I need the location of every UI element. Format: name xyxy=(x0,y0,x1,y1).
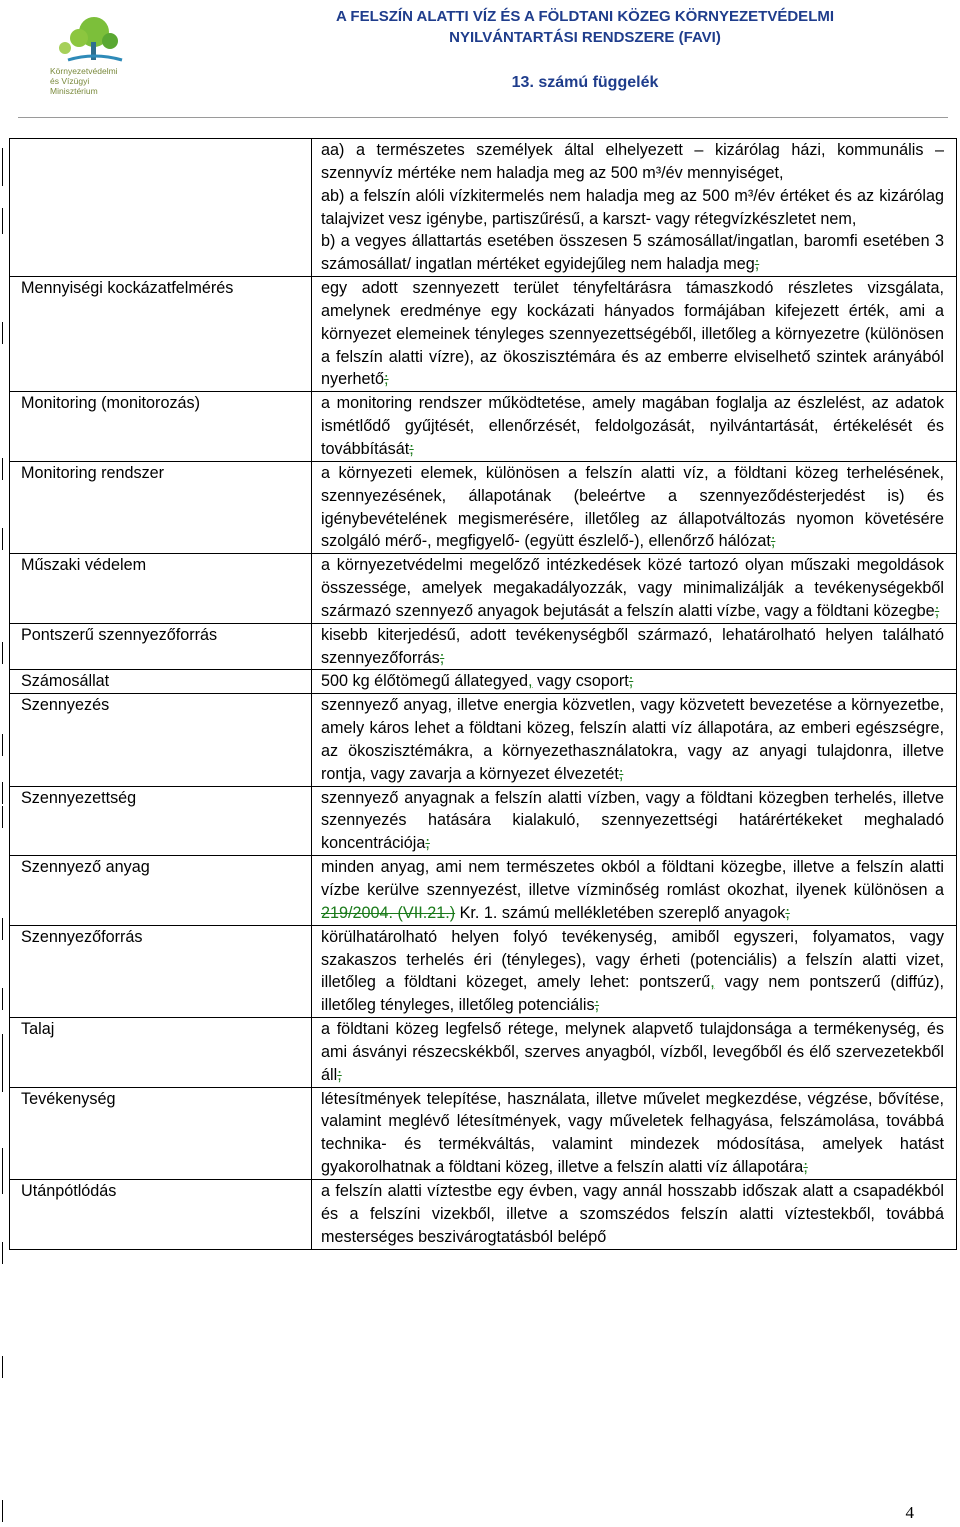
definition-cell: létesítmények telepítése, használata, illetve művelet megkezdése, végzése, bővítése, valamint meglévő létesítmények, vagy műveletek felhagyása, felszámolása, továbbá technika- és termékváltás, valamint mindezek módosítása, amelyek hatást gyakorolhatnak a földtani közeg, illetve a felszín alatti víz állapotára; xyxy=(312,1087,957,1179)
term-cell: Szennyezettség xyxy=(10,786,312,856)
table-row xyxy=(10,554,957,624)
change-bar xyxy=(2,528,3,550)
term-cell xyxy=(10,139,312,277)
term-cell: Szennyező anyag xyxy=(10,856,312,926)
term-cell: Pontszerű szennyezőforrás xyxy=(10,623,312,670)
definition-cell: 500 kg élőtömegű állategyed, vagy csoport; xyxy=(312,670,957,694)
table-row xyxy=(10,1179,957,1249)
change-bar xyxy=(2,1500,3,1522)
definition-cell: a környezeti elemek, különösen a felszín alatti víz, a földtani közeg terhelésének, szennyezésének, állapotának (beleértve a szennyeződésterjedést is) és igénybevételének megismerésére, illetőleg az állapotváltozás nyomon követésére szolgáló mérő-, megfigyelő- (együtt észlelő-), ellenőrző hálózat; xyxy=(312,461,957,553)
change-bar xyxy=(2,322,3,344)
change-bar xyxy=(2,806,3,828)
table-row xyxy=(10,277,957,392)
table-row xyxy=(10,1087,957,1179)
term-cell: Talaj xyxy=(10,1018,312,1088)
change-bar xyxy=(2,642,3,664)
table-row xyxy=(10,925,957,1017)
struck-reference: 219/2004. (VII.21.) xyxy=(321,903,456,922)
definition-cell: a környezetvédelmi megelőző intézkedések közé tartozó olyan műszaki megoldások összessége, amelyek megakadályozzák, vagy minimalizálják a tevékenységekből származó szennyező anyagok bejutását a felszín alatti vízbe, vagy a földtani közegbe; xyxy=(312,554,957,624)
table-row xyxy=(10,1018,957,1088)
change-bar xyxy=(2,918,3,940)
term-cell: Szennyezőforrás xyxy=(10,925,312,1017)
appendix-label: 13. számú függelék xyxy=(511,74,659,91)
term-cell: Utánpótlódás xyxy=(10,1179,312,1249)
table-row xyxy=(10,694,957,786)
header-divider xyxy=(18,117,948,118)
table-row xyxy=(10,786,957,856)
logo-text: Környezetvédelmi és Vízügyi Minisztérium xyxy=(50,66,118,96)
term-cell: Szennyezés xyxy=(10,694,312,786)
table-row xyxy=(10,461,957,553)
definitions-table xyxy=(9,138,957,1250)
change-bar xyxy=(2,988,3,1010)
term-cell: Monitoring rendszer xyxy=(10,461,312,553)
change-bar xyxy=(2,148,3,186)
table-row xyxy=(10,139,957,277)
definition-cell: aa) a természetes személyek által elhelyezett – kizárólag házi, kommunális – szennyvíz mértéke nem haladja meg az 500 m³/év mennyiséget, ab) a felszín alóli vízkitermelés nem haladja meg az 500 m³/év értéket és az kizárólag talajvizet vesz igénybe, partiszűrésű, a karszt- vagy rétegvízkészletet nem, b) a vegyes állattartás esetében összesen 5 számosállat/ingatlan, baromfi esetében 3 számosállat/ ingatlan mértéket egyidejűleg nem haladja meg; xyxy=(312,139,957,277)
definition-cell: körülhatárolható helyen folyó tevékenység, amiből egyszeri, folyamatos, vagy szakaszos terhelés éri (tényleges), vagy érheti (potenciális) a felszín alatti vizet, illetőleg a földtani közeget, amely lehet: pontszerű, vagy nem pontszerű (diffúz), illetőleg tényleges, illetőleg potenciális; xyxy=(312,925,957,1017)
change-bar xyxy=(2,208,3,234)
definition-cell: szennyező anyag, illetve energia közvetlen, vagy közvetett bevezetése a környezetbe, amely káros lehet a földtani közeg, felszín alatti víz állapotára, az emberi egészségre, az ökoszisztémákra, a környezethasználatokra, vagy az anyagi tulajdonra, illetve rontja, vagy zavarja a környezet élvezetét; xyxy=(312,694,957,786)
definition-cell: a monitoring rendszer működtetése, amely magában foglalja az észlelést, az adatok ismétlődő gyűjtését, ellenőrzését, feldolgozását, nyilvántartását, értékelését és továbbítását; xyxy=(312,392,957,462)
change-bar xyxy=(2,734,3,756)
term-cell: Mennyiségi kockázatfelmérés xyxy=(10,277,312,392)
definition-cell: a földtani közeg legfelső rétege, melynek alapvető tulajdonsága a termékenység, és ami ásványi részecskékből, szerves anyagból, vízből, levegőből és élő szervezetekből áll; xyxy=(312,1018,957,1088)
term-cell: Számosállat xyxy=(10,670,312,694)
term-cell: Műszaki védelem xyxy=(10,554,312,624)
table-row xyxy=(10,856,957,926)
change-bar xyxy=(2,782,3,804)
table-row xyxy=(10,623,957,670)
definition-cell: szennyező anyagnak a felszín alatti vízben, vagy a földtani közegben terhelés, illetve szennyezés hatására kialakuló, szennyezettségi határértékeket meghaladó koncentrációja; xyxy=(312,786,957,856)
change-bar xyxy=(2,1034,3,1092)
table-row xyxy=(10,670,957,694)
definition-cell: kisebb kiterjedésű, adott tevékenységből származó, lehatárolható helyen található szennyezőforrás; xyxy=(312,623,957,670)
definition-cell: a felszín alatti víztestbe egy évben, vagy annál hosszabb időszak alatt a csapadékból és a felszíni vizekből, illetve a szomszédos felszín alatti víztestekből, továbbá mesterséges beszivárogtatásból belépő xyxy=(312,1179,957,1249)
term-cell: Tevékenység xyxy=(10,1087,312,1179)
definition-cell: minden anyag, ami nem természetes okból a földtani közegbe, illetve a felszín alatti vízbe kerülve szennyezést, illetve vízminőség romlást okozhat, ilyenek különösen a 219/2004. (VII.21.) Kr. 1. számú mellékletében szereplő anyagok; xyxy=(312,856,957,926)
table-row xyxy=(10,392,957,462)
change-bar xyxy=(2,1356,3,1378)
term-cell: Monitoring (monitorozás) xyxy=(10,392,312,462)
document-title: A FELSZÍN ALATTI VÍZ ÉS A FÖLDTANI KÖZEG KÖRNYEZETVÉDELMI NYILVÁNTARTÁSI RENDSZERE (FAVI) xyxy=(335,8,835,46)
definition-cell: egy adott szennyezett terület tényfeltárásra támaszkodó részletes vizsgálata, amelynek eredménye egy kockázati hányados formájában kifejezett érték, ami a környezet elemeinek tényleges szennyezettségéből, illetőleg a környezetre (különösen a felszín alatti vízre), az ökoszisztémára és az emberre elviselhető szintek arányából nyerhető; xyxy=(312,277,957,392)
change-bar xyxy=(2,458,3,480)
page-number: 4 xyxy=(905,1503,914,1522)
change-bar xyxy=(2,1242,3,1264)
change-bar xyxy=(2,1148,3,1194)
